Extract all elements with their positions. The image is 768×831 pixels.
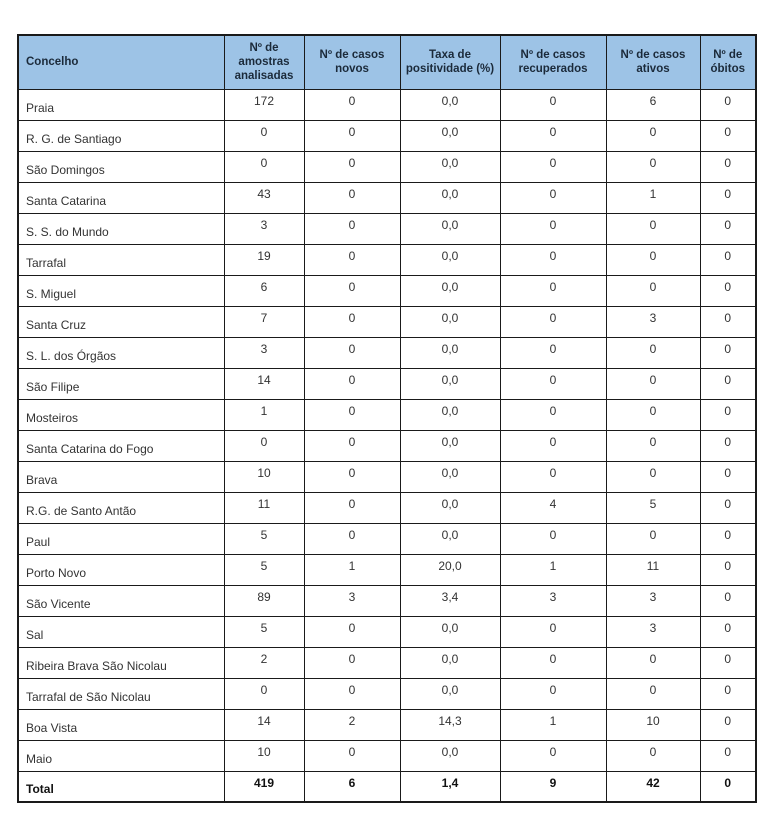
municipality-row [18,275,756,306]
cases-by-municipality-table [17,34,757,803]
cell-casos-ativos: 0 [606,337,700,368]
cell-taxa-positividade: 0,0 [400,275,500,306]
municipality-row [18,89,756,120]
municipality-row [18,678,756,709]
cell-casos-novos: 0 [304,523,400,554]
cell-taxa-positividade: 0,0 [400,120,500,151]
cell-taxa-positividade: 0,0 [400,368,500,399]
municipality-row [18,523,756,554]
cell-amostras-analisadas: 43 [224,182,304,213]
column-header-casos-novos: Nº de casos novos [304,35,400,89]
cell-casos-recuperados: 0 [500,740,606,771]
cell-casos-recuperados: 3 [500,585,606,616]
municipality-row [18,616,756,647]
cell-obitos: 0 [700,616,756,647]
cell-casos-recuperados: 0 [500,461,606,492]
concelho-name: São Filipe [18,368,224,399]
cell-casos-recuperados: 0 [500,151,606,182]
cell-amostras-analisadas: 0 [224,120,304,151]
cell-obitos: 0 [700,492,756,523]
cell-obitos: 0 [700,275,756,306]
cell-amostras-analisadas: 89 [224,585,304,616]
column-header-casos-ativos: Nº de casos ativos [606,35,700,89]
cell-taxa-positividade: 0,0 [400,244,500,275]
cell-obitos: 0 [700,399,756,430]
cell-casos-novos: 0 [304,430,400,461]
cell-obitos: 0 [700,647,756,678]
cell-taxa-positividade: 20,0 [400,554,500,585]
cell-amostras-analisadas: 10 [224,461,304,492]
cell-casos-ativos: 0 [606,740,700,771]
cell-casos-ativos: 0 [606,120,700,151]
cell-casos-recuperados: 9 [500,771,606,802]
cell-casos-recuperados: 0 [500,89,606,120]
municipality-row [18,337,756,368]
cell-casos-recuperados: 0 [500,337,606,368]
cell-casos-ativos: 0 [606,368,700,399]
concelho-name: São Domingos [18,151,224,182]
cell-obitos: 0 [700,461,756,492]
concelho-name: Santa Catarina [18,182,224,213]
cell-taxa-positividade: 0,0 [400,337,500,368]
cell-casos-recuperados: 0 [500,120,606,151]
cell-casos-novos: 0 [304,461,400,492]
cell-casos-ativos: 0 [606,244,700,275]
cell-obitos: 0 [700,182,756,213]
cell-casos-novos: 0 [304,492,400,523]
cell-casos-ativos: 1 [606,182,700,213]
cell-amostras-analisadas: 5 [224,616,304,647]
cell-casos-novos: 0 [304,151,400,182]
cell-amostras-analisadas: 1 [224,399,304,430]
municipality-row [18,244,756,275]
cell-taxa-positividade: 0,0 [400,213,500,244]
cell-taxa-positividade: 0,0 [400,740,500,771]
cell-amostras-analisadas: 14 [224,709,304,740]
cell-amostras-analisadas: 172 [224,89,304,120]
municipality-row [18,213,756,244]
municipality-row [18,182,756,213]
cell-casos-novos: 3 [304,585,400,616]
cell-casos-ativos: 10 [606,709,700,740]
cell-taxa-positividade: 0,0 [400,151,500,182]
cell-taxa-positividade: 0,0 [400,616,500,647]
concelho-name: Praia [18,89,224,120]
municipality-row [18,554,756,585]
cell-casos-novos: 0 [304,275,400,306]
cell-taxa-positividade: 0,0 [400,182,500,213]
concelho-name: S. Miguel [18,275,224,306]
cell-amostras-analisadas: 0 [224,678,304,709]
cell-casos-recuperados: 0 [500,399,606,430]
cell-obitos: 0 [700,120,756,151]
cell-amostras-analisadas: 7 [224,306,304,337]
municipality-row [18,151,756,182]
cell-casos-recuperados: 0 [500,306,606,337]
concelho-name: Porto Novo [18,554,224,585]
concelho-name: Mosteiros [18,399,224,430]
column-header-amostras-analisadas: Nº de amostras analisadas [224,35,304,89]
municipality-row [18,430,756,461]
cell-casos-novos: 0 [304,616,400,647]
cell-casos-ativos: 3 [606,616,700,647]
cell-casos-novos: 0 [304,368,400,399]
cell-taxa-positividade: 0,0 [400,89,500,120]
cell-obitos: 0 [700,151,756,182]
municipality-row [18,461,756,492]
cell-casos-ativos: 0 [606,275,700,306]
cell-amostras-analisadas: 5 [224,554,304,585]
cell-casos-ativos: 6 [606,89,700,120]
cell-amostras-analisadas: 2 [224,647,304,678]
cell-amostras-analisadas: 0 [224,151,304,182]
cell-casos-ativos: 0 [606,399,700,430]
municipality-row [18,492,756,523]
cell-amostras-analisadas: 5 [224,523,304,554]
cell-amostras-analisadas: 10 [224,740,304,771]
cell-obitos: 0 [700,337,756,368]
cell-obitos: 0 [700,244,756,275]
municipality-row [18,647,756,678]
cell-casos-novos: 0 [304,182,400,213]
concelho-name: Brava [18,461,224,492]
cell-casos-novos: 0 [304,89,400,120]
cell-obitos: 0 [700,678,756,709]
cell-amostras-analisadas: 0 [224,430,304,461]
cell-casos-ativos: 3 [606,306,700,337]
cell-amostras-analisadas: 19 [224,244,304,275]
cell-amostras-analisadas: 3 [224,337,304,368]
cell-taxa-positividade: 0,0 [400,306,500,337]
cell-taxa-positividade: 14,3 [400,709,500,740]
total-label: Total [18,771,224,802]
cell-casos-recuperados: 0 [500,182,606,213]
cell-casos-novos: 0 [304,399,400,430]
cell-casos-novos: 0 [304,120,400,151]
cell-casos-ativos: 42 [606,771,700,802]
cell-amostras-analisadas: 14 [224,368,304,399]
cell-casos-novos: 2 [304,709,400,740]
cell-casos-novos: 0 [304,244,400,275]
cell-casos-novos: 6 [304,771,400,802]
cell-obitos: 0 [700,306,756,337]
cell-casos-recuperados: 0 [500,213,606,244]
cell-obitos: 0 [700,554,756,585]
concelho-name: Sal [18,616,224,647]
concelho-name: S. S. do Mundo [18,213,224,244]
concelho-name: Ribeira Brava São Nicolau [18,647,224,678]
concelho-name: Santa Catarina do Fogo [18,430,224,461]
concelho-name: Tarrafal [18,244,224,275]
cell-taxa-positividade: 1,4 [400,771,500,802]
cell-casos-recuperados: 1 [500,554,606,585]
cell-taxa-positividade: 0,0 [400,647,500,678]
concelho-name: Boa Vista [18,709,224,740]
cell-casos-recuperados: 0 [500,275,606,306]
cell-casos-ativos: 0 [606,213,700,244]
cell-obitos: 0 [700,368,756,399]
column-header-obitos: Nº de óbitos [700,35,756,89]
cell-casos-ativos: 0 [606,523,700,554]
cell-casos-novos: 0 [304,647,400,678]
cell-casos-novos: 0 [304,306,400,337]
cell-taxa-positividade: 0,0 [400,492,500,523]
cell-casos-recuperados: 0 [500,430,606,461]
municipality-row [18,740,756,771]
cell-taxa-positividade: 0,0 [400,399,500,430]
cell-casos-novos: 0 [304,337,400,368]
concelho-name: R. G. de Santiago [18,120,224,151]
concelho-name: Paul [18,523,224,554]
cell-casos-ativos: 11 [606,554,700,585]
municipality-row [18,368,756,399]
cell-casos-recuperados: 0 [500,616,606,647]
cell-taxa-positividade: 0,0 [400,678,500,709]
cell-casos-recuperados: 0 [500,244,606,275]
table-header-row [18,35,756,89]
municipality-row [18,306,756,337]
cell-taxa-positividade: 0,0 [400,523,500,554]
cell-casos-ativos: 0 [606,461,700,492]
municipality-row [18,709,756,740]
table-body [18,89,756,802]
cell-casos-novos: 1 [304,554,400,585]
cell-casos-ativos: 3 [606,585,700,616]
cell-casos-ativos: 5 [606,492,700,523]
column-header-casos-recuperados: Nº de casos recuperados [500,35,606,89]
cell-casos-recuperados: 0 [500,647,606,678]
cell-amostras-analisadas: 419 [224,771,304,802]
cell-taxa-positividade: 3,4 [400,585,500,616]
cell-casos-novos: 0 [304,213,400,244]
cell-casos-recuperados: 0 [500,678,606,709]
municipality-row [18,585,756,616]
cell-casos-recuperados: 4 [500,492,606,523]
concelho-name: Maio [18,740,224,771]
concelho-name: R.G. de Santo Antão [18,492,224,523]
cell-obitos: 0 [700,213,756,244]
cell-obitos: 0 [700,523,756,554]
concelho-name: Tarrafal de São Nicolau [18,678,224,709]
cell-casos-novos: 0 [304,678,400,709]
concelho-name: Santa Cruz [18,306,224,337]
cell-amostras-analisadas: 3 [224,213,304,244]
cell-obitos: 0 [700,430,756,461]
cell-casos-ativos: 0 [606,678,700,709]
cell-casos-novos: 0 [304,740,400,771]
cell-casos-recuperados: 1 [500,709,606,740]
cell-obitos: 0 [700,585,756,616]
table-header [18,35,756,89]
column-header-concelho: Concelho [18,35,224,89]
cell-obitos: 0 [700,740,756,771]
cell-obitos: 0 [700,709,756,740]
cell-casos-recuperados: 0 [500,523,606,554]
cell-amostras-analisadas: 6 [224,275,304,306]
cell-casos-ativos: 0 [606,151,700,182]
municipality-row [18,399,756,430]
cell-casos-recuperados: 0 [500,368,606,399]
concelho-name: São Vicente [18,585,224,616]
cell-casos-ativos: 0 [606,647,700,678]
cell-casos-ativos: 0 [606,430,700,461]
cell-amostras-analisadas: 11 [224,492,304,523]
cell-obitos: 0 [700,771,756,802]
municipality-row [18,120,756,151]
cell-taxa-positividade: 0,0 [400,461,500,492]
column-header-taxa-positividade: Taxa de positividade (%) [400,35,500,89]
cell-taxa-positividade: 0,0 [400,430,500,461]
cell-obitos: 0 [700,89,756,120]
concelho-name: S. L. dos Órgãos [18,337,224,368]
total-row [18,771,756,802]
